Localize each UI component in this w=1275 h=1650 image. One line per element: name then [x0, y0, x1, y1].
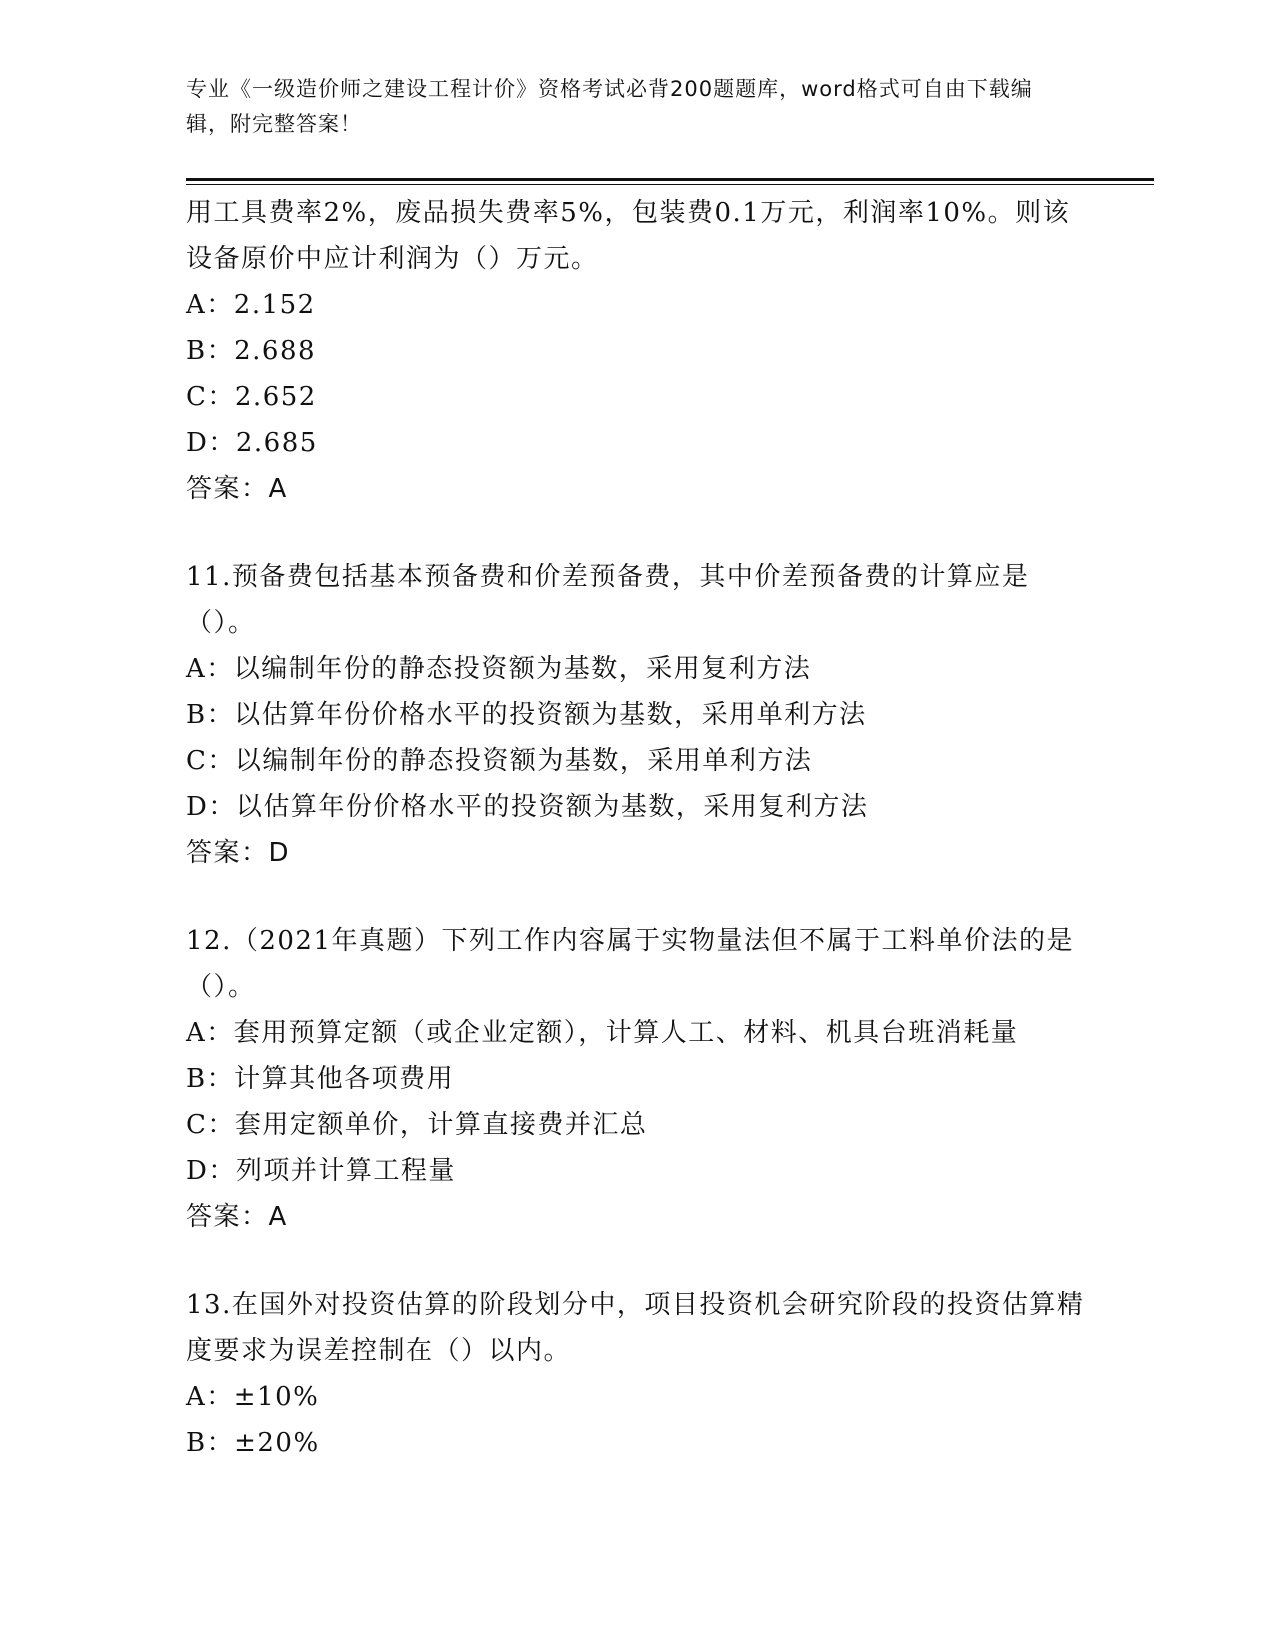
option-b: B：±20% — [186, 1428, 320, 1458]
option-c: C：2.652 — [186, 382, 317, 412]
option-b: B：以估算年份价格水平的投资额为基数，采用单利方法 — [186, 700, 867, 730]
option-b: B：计算其他各项费用 — [186, 1064, 455, 1094]
header-divider-thick — [186, 178, 1154, 181]
option-a: A：2.152 — [186, 290, 316, 320]
question-list — [186, 190, 1086, 1508]
question-text: 13.在国外对投资估算的阶段划分中，项目投资机会研究阶段的投资估算精度要求为误差控制在（）以内。 — [186, 1290, 1085, 1366]
question-text: 用工具费率2%，废品损失费率5%，包装费0.1万元，利润率10%。则该设备原价中应计利润为（）万元。 — [186, 198, 1071, 274]
answer-label: 答案：D — [186, 838, 291, 868]
question-text: 12.（2021年真题）下列工作内容属于实物量法但不属于工料单价法的是（）。 — [186, 926, 1075, 1002]
option-d: D：列项并计算工程量 — [186, 1156, 456, 1186]
answer-label: 答案：A — [186, 1202, 288, 1232]
question-item — [186, 918, 1086, 1240]
document-header: 专业《一级造价师之建设工程计价》资格考试必背200题题库，word格式可自由下载编辑，附完整答案！ — [186, 77, 1033, 136]
question-item — [186, 554, 1086, 876]
option-b: B：2.688 — [186, 336, 317, 366]
option-d: D：以估算年份价格水平的投资额为基数，采用复利方法 — [186, 792, 869, 822]
option-c: C：以编制年份的静态投资额为基数，采用单利方法 — [186, 746, 813, 776]
question-item — [186, 1282, 1086, 1466]
option-a: A：±10% — [186, 1382, 320, 1412]
option-a: A：以编制年份的静态投资额为基数，采用复利方法 — [186, 654, 812, 684]
header-divider-thin — [186, 184, 1154, 185]
option-c: C：套用定额单价，计算直接费并汇总 — [186, 1110, 648, 1140]
question-text: 11.预备费包括基本预备费和价差预备费，其中价差预备费的计算应是（）。 — [186, 562, 1030, 638]
option-d: D：2.685 — [186, 428, 318, 458]
option-a: A：套用预算定额（或企业定额），计算人工、材料、机具台班消耗量 — [186, 1018, 1019, 1048]
answer-label: 答案：A — [186, 474, 288, 504]
question-item — [186, 190, 1086, 512]
